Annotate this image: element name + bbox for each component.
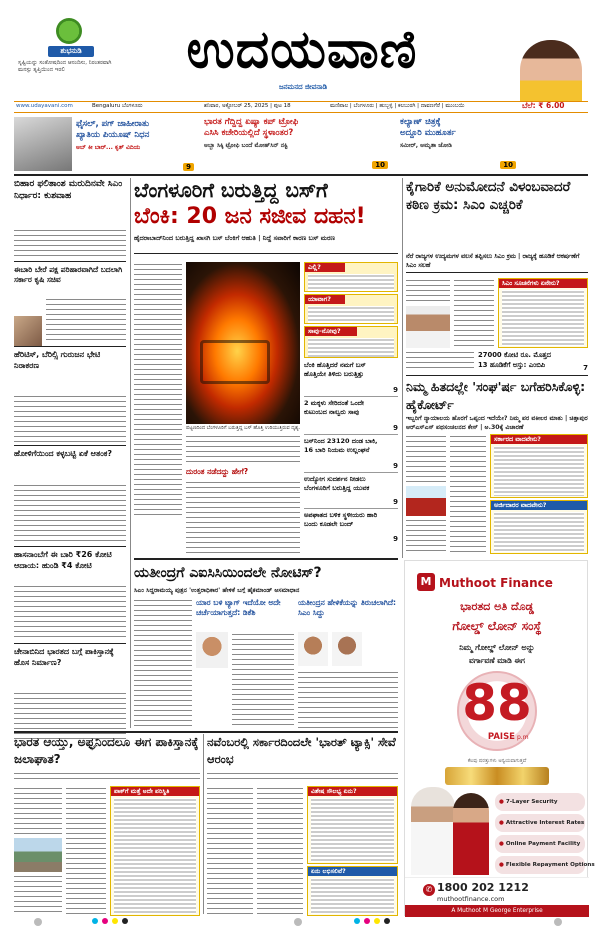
left-story-2-title[interactable]: ಈಬಾರಿ ಬೇರೆ ಪಕ್ಷ ಪರಿಹಾರವಾಗಿದೆ ಬದಲಾಗಿ ಸರ್ಕಾರ ಕೃಷಿ ಸಚಿವ — [14, 265, 123, 284]
lead-side-when-text — [308, 306, 394, 323]
teaser-1-page: 9 — [183, 163, 194, 171]
teaser-1-line3: ಅಬ್ ಕೀ ಬಾರ್... ಕೃತ್ ವಿದಿಯ — [76, 144, 141, 151]
teaser-1-line2: ಖ್ಯಾತಿಯ ಪಿಯೂಷ್ ನಿಧನ — [76, 130, 150, 140]
tree-icon — [56, 18, 82, 44]
bottom-left-body-2 — [14, 874, 62, 916]
right-divider-1 — [406, 375, 588, 376]
lead-side-note-2-text: 2 ಮಕ್ಕಳು ಸೇರಿದಂತೆ ಒಂದೇ ಕುಟುಂಬದ ನಾಲ್ವರು ಸಾವು — [304, 399, 365, 416]
left-story-3-title[interactable]: ಹೆರಿಟಿಸ್, ಬೆರಿಲ್ಸಿ ಗುರುಜನ ಭೇಟಿ ನಿರಾಕರಣ — [14, 350, 101, 370]
notice-story-b-body — [298, 670, 398, 728]
lead-headline-1[interactable]: ಬೆಂಗಳೂರಿಗೆ ಬರುತ್ತಿದ್ದ ಬಸ್‌ಗೆ — [134, 178, 328, 202]
reg-mark-2 — [92, 918, 98, 924]
lead-side-note-4[interactable] — [304, 475, 398, 509]
lead-side-note-3[interactable] — [304, 437, 398, 473]
teaser-2-line2: ಎಸಿಸಿ ಕಚೇರಿಯಲ್ಲಿದೆ ಸ್ಥಳಾಂತರ? — [204, 128, 294, 138]
govt-argument-box — [490, 434, 588, 498]
pak-situation-box — [110, 786, 200, 916]
right-body-col-2 — [454, 278, 494, 348]
bottom-mid-headline[interactable]: ನವೆಂಬರಲ್ಲಿ ಸರ್ಕಾರದಿಂದಲೇ 'ಭಾರತ್ ಟ್ಯಾಕ್ಸಿ' ಸೇವೆ ಆರಂಭ — [207, 735, 396, 766]
right-deck: ನೆರೆ ರಾಜ್ಯಗಳ ಉದ್ಯಮಗಳ ವಲಸೆ ತಪ್ಪಿಸಲು ಸಿಎಂ ಕ್ರಮ | ರಾಜ್ಯಕ್ಕೆ ಹೂಡಿಕೆ ಆಕರ್ಷಣೆಗೆ ಸಿಎಂ ಸಲಹೆ — [406, 253, 580, 269]
lead-deck-rule — [134, 253, 398, 254]
ad-feature-4 — [495, 856, 595, 874]
right-body-col-3 — [406, 350, 474, 372]
lead-side-toll-text — [308, 338, 394, 357]
muthoot-logo-icon: M — [417, 573, 435, 591]
teaser-strip — [0, 115, 600, 173]
left-column — [14, 178, 126, 730]
teaser-3[interactable] — [400, 117, 516, 171]
muthoot-brand: Muthoot Finance — [439, 576, 553, 590]
ad-phone[interactable]: 1800 202 1212 — [437, 881, 529, 894]
ad-disclaimer: ಕೆಲವು ಷರತ್ತುಗಳು ಅನ್ವಯವಾಗುತ್ತವೆ — [467, 758, 527, 764]
ad-feature-3 — [495, 835, 585, 853]
bottom-left-story — [14, 734, 200, 916]
taxi-benefits-box — [307, 866, 398, 916]
left-divider-3 — [14, 445, 126, 446]
investment-figure-page: 7 — [583, 364, 588, 372]
sangha-body-col-2 — [406, 518, 446, 554]
taxi-benefits-title: ಏನು ಲಭಿಸಲಿವೆ? — [308, 867, 397, 876]
ad-feature-4-label: Flexible Repayment Options — [505, 862, 595, 868]
notice-story-b-photo-1 — [298, 632, 328, 666]
card-icon: ● — [499, 841, 506, 847]
govt-argument-title: ಸರ್ಕಾರದ ವಾದವೇನು? — [491, 435, 587, 444]
bottom-left-deck — [14, 771, 200, 783]
center-column-rule — [402, 178, 403, 558]
right-headline[interactable]: ಕೈಗಾರಿಕೆ ಅನುಮೋದನೆ ವಿಳಂಬವಾದರೆ ಕಠಿಣ ಕ್ರಮ: ಸಿಎಂ ಎಚ್ಚರಿಕೆ — [406, 179, 571, 213]
teaser-3-line3: ಸಮೀರ್, ಅಮೃತಾ ಜೋಡಿ — [400, 142, 452, 149]
teaser-3-page: 10 — [500, 161, 516, 169]
lead-side-note-3-text: ಬಸ್‌ನಿಂದ 23120 ದಂಡ ಬಾಕಿ, 16 ಬಾರಿ ನಿಯಮ ಉಲ್ಲಂಘನೆ — [304, 437, 378, 454]
teaser-2-line3: ಅಬ್ಬಾ ಸಿಕ್ಕಿ ಟ್ರೋಫಿ ಬಂದೆ ಮೋಹ್‌ಸಿನ್ ನಕ್ವಿ — [204, 142, 288, 149]
date-line: ಶನಿವಾರ, ಅಕ್ಟೋಬರ್ 25, 2025 | ಪುಟ 18 — [204, 103, 291, 109]
investment-figure[interactable] — [478, 350, 588, 372]
reg-mark-5 — [122, 918, 128, 924]
registration-marks — [14, 918, 588, 926]
investment-figure-line1: 27000 ಕೋಟಿ ರೂ. ಮೊತ್ತದ — [478, 351, 551, 359]
rate-period: p.m — [517, 734, 529, 741]
teaser-2-line1: ಭಾರತ ಗೆದ್ದಿದ್ದ ಏಷ್ಯಾ ಕಪ್ ಟ್ರೋಫಿ — [204, 117, 299, 127]
left-story-3-body — [14, 394, 126, 442]
highcourt-photo — [406, 486, 446, 516]
reg-mark-6 — [294, 918, 302, 926]
reg-mark-1 — [34, 918, 42, 926]
ad-website[interactable]: muthootfinance.com — [437, 895, 505, 903]
notice-headline[interactable]: ಯತೀಂದ್ರಗೆ ಎಐಸಿಸಿಯಿಂದಲೇ ನೋಟಿಸ್? — [134, 565, 322, 581]
lead-side-when — [304, 294, 398, 324]
bottom-mid-deck — [207, 771, 398, 783]
ad-contact-bar — [405, 877, 589, 905]
left-story-5-title[interactable]: ಹಾಸನಾಂಬೆಗೆ ಈ ಬಾರಿ ₹26 ಕೋಟಿ ಆದಾಯ: ಹುಂಡಿ ₹4 ಕೋಟಿ — [14, 550, 112, 570]
left-story-2-body — [46, 297, 126, 343]
shubhanudi-caption: ಸೃಷ್ಟಿಯನ್ನು ಸಂತೋಷದಿಂದ ಆನಂದಿಸು, ನಿರಂತರವಾಗಿ ಮನಸ್ಸು ತೃಪ್ತಿಯಿಂದ ಇರಲಿ — [18, 60, 112, 73]
ad-kn-line-4: ವರ್ಗಾವಣೆ ಮಾಡಿ ಈಗ — [469, 656, 525, 665]
bottom-column-rule — [203, 734, 204, 914]
phone-icon: ✆ — [423, 884, 435, 896]
ad-kn-line-2: ಗೋಲ್ಡ್ ಲೋನ್ ಸಂಸ್ಥೆ — [452, 619, 542, 633]
taxi-features-list — [311, 798, 394, 862]
bottom-mid-story — [207, 734, 398, 916]
left-story-6-title[interactable]: ಚೇನಾಬಿನಿದ ಭಾರತದ ಬಗ್ಗೆ ಪಾಕಿಸ್ತಾನಕ್ಕೆ ಹೊಸ ನಿರ್ಮಾಣ? — [14, 647, 114, 667]
masthead-tagline: ಜನಮನದ ಜೀವನಾಡಿ — [278, 83, 328, 91]
lead-side-note-5-text: ಅಪಘಾತದ ಬಳಿಕ ಸ್ಥಳೀಯರು ಹಾರಿ ಬಂದು ಕೂಡಲೇ ಬಂದ್ — [304, 511, 378, 528]
lead-side-where-label: ಎಲ್ಲಿ? — [305, 263, 345, 272]
reg-mark-4 — [112, 918, 118, 924]
lead-body-col-1 — [134, 262, 182, 518]
reg-mark-9 — [374, 918, 380, 924]
notice-story-b[interactable] — [298, 598, 398, 728]
ad-kn-line-3: ನಿಮ್ಮ ಗೋಲ್ಡ್ ಲೋನ್ ಅನ್ನು — [459, 643, 535, 652]
shield-icon: ● — [499, 799, 506, 805]
left-divider-5 — [14, 643, 126, 644]
govt-argument-list — [494, 446, 584, 496]
rate-value: 88 — [462, 674, 532, 732]
lead-side-toll-label: ಸಾವು-ನೋವು? — [305, 327, 357, 336]
ad-kn-line-1: ಭಾರತದ ಅತಿ ದೊಡ್ಡ — [460, 600, 534, 613]
left-story-1-title[interactable]: ಬಿಹಾರ ಫಲಿತಾಂಶ ಮರುದಿನವೇ ಸಿಎಂ ನಿರ್ಧಾರ: ಕುಶವಾಹ — [14, 179, 123, 201]
editions-line: ಮಣಿಪಾಲ | ಬೆಂಗಳೂರು | ಹುಬ್ಬಳ್ಳಿ | ಕಲಬುರಗಿ | ದಾವಣಗೆರೆ | ಮುಂಬಯಿ — [330, 103, 465, 109]
shubhanudi-label: ಶುಭನುಡಿ — [48, 46, 94, 57]
investment-figure-line2: 13 ಹೂಡಿಕೆಗೆ ಅಸ್ತು: ಎಂಬಿಪಿ — [478, 361, 546, 369]
bottom-top-rule — [14, 731, 398, 733]
lead-deck: ಹೈದರಾಬಾದ್‌ನಿಂದ ಬರುತ್ತಿದ್ದ ಖಾಸಗಿ ಬಸ್ ಬೆಂಕಿಗೆ ಆಹುತಿ | ನಿದ್ದೆ ಸವಾರಿಗೆ ಕಾರಣ ಬಸ್ ಮರಣ — [134, 234, 336, 242]
left-story-5-body — [14, 584, 126, 640]
lead-photo-caption: ಪಟ್ಟಣದಿಂದ ಬೆಂಗಳೂರಿಗೆ ಬರುತ್ತಿದ್ದ ಬಸ್ ಹೊತ್ತಿ ಉರಿಯುತ್ತಿರುವ ದೃಶ್ಯ. — [186, 425, 301, 431]
pak-situation-list — [114, 798, 196, 914]
lead-side-toll — [304, 326, 398, 358]
notice-story-a-title: ಯಾರ ಬಳಿ ಟ್ಯಾಗ್ ಇದೆಯೋ ಅದೇ ಚರ್ಚೆಯಾಗುತ್ತದೆ: ಡಿಕೆಶಿ — [196, 598, 281, 617]
ad-feature-2-label: Attractive Interest Rates — [505, 820, 585, 826]
muthoot-ad[interactable] — [404, 560, 595, 916]
lead-side-note-1-text: ಬೆಂಕಿ ಹೊತ್ತಿದರೆ ನಮಗೆ ಬಸ್‌ ಹೊತ್ತಿಯೇ ತಿಳಿದು ಬರುತ್ತಿತ್ತು — [304, 361, 366, 378]
cm-instructions-title: ಸಿಎಂ ಸೂಚನೆಗಳು ಏನೇನು? — [499, 279, 587, 288]
lead-body-col-2 — [186, 434, 300, 464]
shubhanudi-box — [18, 18, 120, 98]
lead-side-when-label: ಯಾವಾಗ? — [305, 295, 345, 304]
ad-feature-3-label: Online Payment Facility — [505, 841, 581, 847]
reg-mark-11 — [554, 918, 562, 926]
lead-side-note-2[interactable] — [304, 399, 398, 435]
lead-side-note-5-page: 9 — [393, 535, 398, 543]
teaser-3-line2: ಅದ್ದೂರಿ ಮುಹೂರ್ತ — [400, 128, 456, 138]
lead-side-note-5[interactable] — [304, 511, 398, 545]
bottom-left-headline[interactable]: ಭಾರತ ಆಯ್ತು, ಅಫ್ಘನಿಂದಲೂ ಈಗ ಪಾಕಿಸ್ತಾನಕ್ಕೆ ಜಲಾಘಾತ? — [14, 735, 199, 766]
right-deck-rule — [406, 272, 588, 273]
middle-top-rule — [134, 558, 398, 560]
taxi-features-title: ವಿಶೇಷ ಸೌಲಭ್ಯ ಏನು? — [308, 787, 397, 796]
bottom-mid-body-1 — [207, 786, 253, 916]
teaser-2-page: 10 — [372, 161, 388, 169]
left-story-4-title[interactable]: ಹೋಳಿಗೆಯಿಂದ ಕಳ್ಳಬಟ್ಟಿ ಏಕೆ ಆತಂಕ? — [14, 449, 112, 458]
dam-photo — [14, 838, 62, 872]
lead-side-panel — [304, 262, 398, 554]
lead-subhead: ದುರಂತ ನಡೆದದ್ದು ಹೇಗೆ? — [186, 467, 249, 476]
teaser-3-line1: ಕಲ್ಯಾಣ್ ಚಿತ್ರಕ್ಕೆ — [400, 117, 441, 127]
left-story-1-body — [14, 228, 126, 258]
lead-side-note-1-page: 9 — [393, 386, 398, 394]
petitioner-argument-list — [494, 512, 584, 552]
cm-instructions-box — [498, 278, 588, 348]
bus-silhouette — [200, 340, 270, 384]
notice-story-a-photo — [196, 632, 228, 668]
reg-mark-7 — [354, 918, 360, 924]
sangha-headline[interactable]: ನಿಮ್ಮ ಹಿತದಲ್ಲೇ 'ಸಂಘ'ರ್ಷ ಬಗೆಹರಿಸಿಕೊಳ್ಳಿ: ಹೈಕೋರ್ಟ್ — [406, 379, 586, 412]
ad-feature-1-label: 7-Layer Security — [505, 799, 558, 805]
bottom-mid-body-2 — [257, 786, 303, 916]
teaser-1[interactable] — [76, 119, 194, 171]
sangha-deck: ಇಬ್ಬರಿಗೆ ನ್ಯಾಯಾಲಯ ಹೊರಗೆ ಒಪ್ಪಂದ ಇದೆಯೇ? ನಿಮ್ಮ ಪರ ವಕೀಲರ ಮಾತು | ಚಿತ್ತಾಪುರ ಆರ್‌ಎಸ್‌ಎಸ್ ಪಥಸಂಚಲನದ ಕೇಸ್ | ಅ.30ಕ್ಕೆ ವಿಚಾರಣೆ — [406, 415, 588, 431]
ad-feature-1 — [495, 793, 585, 811]
date-strip — [14, 101, 588, 113]
taxi-benefits-list — [311, 878, 394, 914]
left-story-2-photo — [14, 316, 42, 346]
reg-mark-10 — [384, 918, 390, 924]
left-story-4-body — [14, 483, 126, 543]
lead-side-note-3-page: 9 — [393, 462, 398, 470]
percent-icon: ● — [499, 820, 506, 826]
ad-ambassador-woman — [453, 793, 489, 875]
teaser-1-line1: ಫೈಸಲ್, ಪಗ್ ಜಾಹೀರಾತು — [76, 119, 150, 129]
masthead-title: ಉದಯವಾಣಿ — [186, 20, 418, 80]
lead-side-note-4-page: 9 — [393, 498, 398, 506]
ad-ambassador-man — [411, 787, 455, 875]
city-label: Bengaluru ಬೆಂಗಳೂರು — [92, 103, 143, 109]
masthead-model-image — [520, 40, 582, 102]
sangha-body-col-1 — [406, 434, 446, 484]
lead-headline-2[interactable]: ಬೆಂಕಿ: 20 ಜನ ಸಜೀವ ದಹನ! — [134, 204, 366, 229]
sangha-body-col-3 — [450, 434, 486, 554]
left-column-rule — [130, 178, 131, 728]
cm-instructions-list — [502, 290, 584, 346]
notice-deck: ಸಿಎಂ ಸಿದ್ದರಾಮಯ್ಯ ಪುತ್ರನ 'ಉತ್ತರಾಧಿಕಾರ' ಹೇಳಿಕೆ ಬಗ್ಗೆ ಹೈಕಮಾಂಡ್ ಅಸಮಾಧಾನ — [134, 587, 300, 594]
left-divider-4 — [14, 546, 126, 547]
bottom-left-body-3 — [66, 786, 106, 916]
teaser-2[interactable] — [204, 117, 390, 171]
notice-body-col — [134, 598, 192, 728]
teaser-1-portrait — [14, 117, 72, 171]
notice-story-b-photo-2 — [332, 632, 362, 666]
pak-situation-title: ಪಾಕ್‌ಗೆ ಮತ್ತೆ ಅದೇ ಪರಿಸ್ಥಿತಿ — [111, 787, 199, 796]
petitioner-argument-title: ಅರ್ಜಿದಾರರ ವಾದವೇನು? — [491, 501, 587, 510]
teaser-divider — [14, 174, 588, 176]
notice-story-a[interactable] — [196, 598, 294, 728]
petitioner-argument-box — [490, 500, 588, 554]
right-body-col-1 — [406, 278, 450, 304]
price-label: ಬೆಲೆ: ₹ 6.00 — [522, 101, 565, 110]
site-url[interactable]: www.udayavani.com — [16, 103, 73, 109]
left-divider-1 — [14, 261, 126, 262]
taxi-features-box — [307, 786, 398, 864]
calendar-icon: ● — [499, 862, 506, 868]
lead-side-note-4-text: ಉದ್ಯೋಗ ಸುದರ್ಶನ ನೀಡಲು ಬೆಂಗಳೂರಿಗೆ ಬರುತ್ತಿದ್ದ ಯುವಕ — [304, 475, 370, 492]
reg-mark-8 — [364, 918, 370, 924]
lead-body-col-3 — [186, 480, 300, 554]
rate-unit: PAISE — [487, 732, 515, 742]
lead-side-where — [304, 262, 398, 292]
bottom-left-body-1 — [14, 786, 62, 836]
ad-gold-coins — [445, 767, 549, 785]
ad-features-list — [495, 793, 595, 875]
cm-photo — [406, 306, 450, 348]
notice-story-b-title: ಯತೀಂದ್ರನ ಹೇಳಿಕೆಯನ್ನು ತಿರುಚಲಾಗಿದೆ: ಸಿಎಂ ಸಿದ್ದು — [298, 598, 397, 617]
left-divider-2 — [14, 346, 126, 347]
reg-mark-3 — [102, 918, 108, 924]
masthead — [0, 0, 600, 100]
notice-story-a-body — [232, 632, 294, 728]
lead-side-note-1[interactable] — [304, 361, 398, 397]
lead-side-where-text — [308, 274, 394, 291]
lead-side-note-2-page: 9 — [393, 424, 398, 432]
ad-footer: A Muthoot M George Enterprise — [405, 905, 589, 917]
ad-feature-2 — [495, 814, 585, 832]
